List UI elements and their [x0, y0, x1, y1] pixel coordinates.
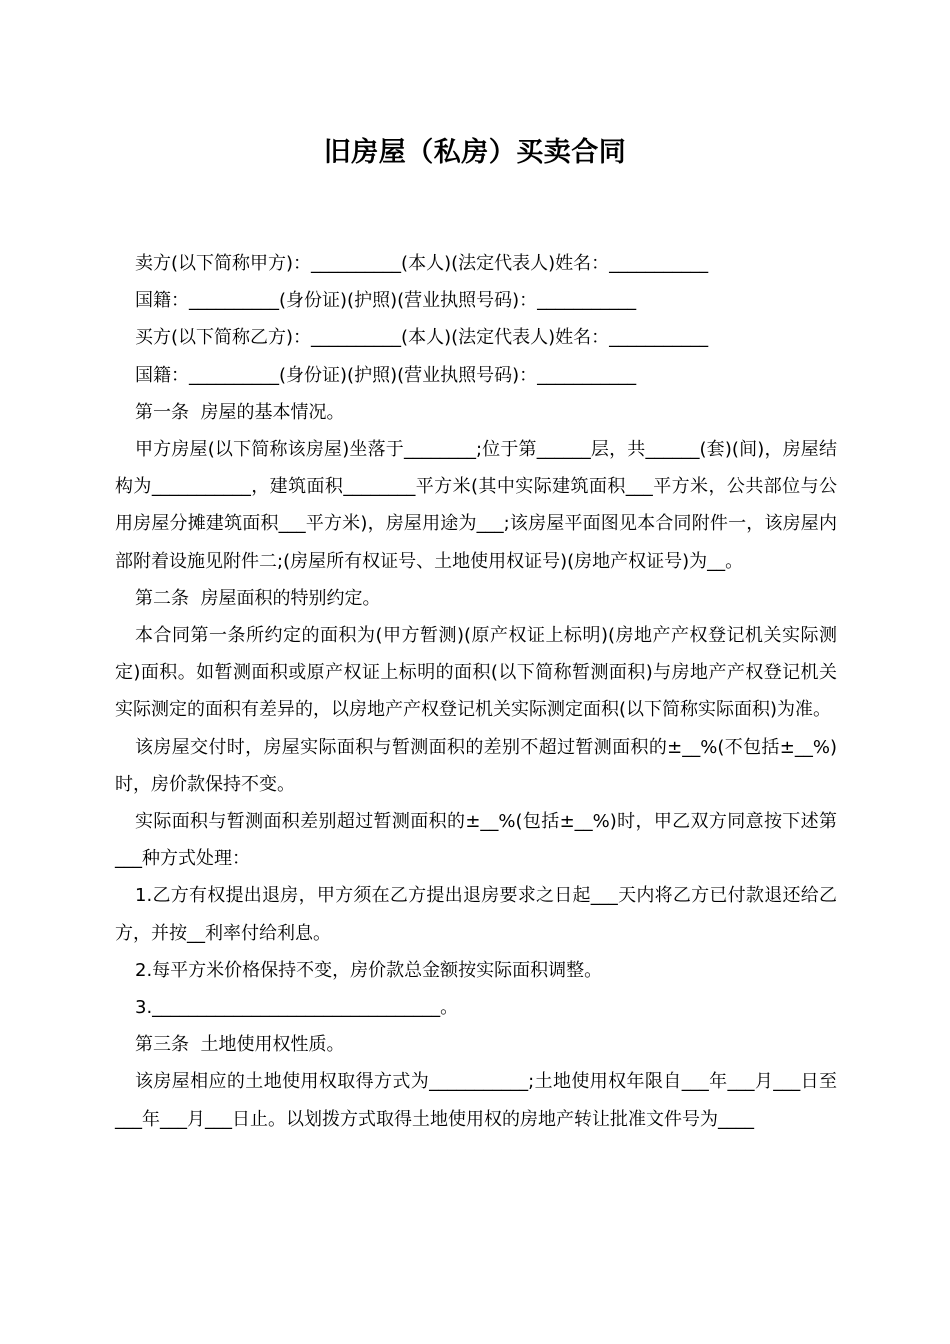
- article-2-heading: 第二条 房屋面积的特别约定。: [135, 587, 381, 609]
- article-3-text: 该房屋相应的土地使用权取得方式为___________;土地使用权年限自___年___月___日至___年___月___日止。以划拨方式取得土地使用权的房地产转让批准文件号为____: [115, 1071, 837, 1130]
- seller-name-line: 卖方(以下简称甲方)：__________(本人)(法定代表人)姓名：___________: [135, 253, 709, 274]
- buyer-nationality-line: 国籍：__________(身份证)(护照)(营业执照号码)：___________: [135, 364, 637, 386]
- option-1: 1.乙方有权提出退房，甲方须在乙方提出退房要求之日起___天内将乙方已付款退还给乙方，并按__利率付给利息。: [115, 885, 837, 944]
- article-3-heading: 第三条 土地使用权性质。: [135, 1034, 345, 1056]
- buyer-name-line: 买方(以下简称乙方)：__________(本人)(法定代表人)姓名：___________: [135, 327, 709, 349]
- article-2-text-1: 本合同第一条所约定的面积为(甲方暂测)(原产权证上标明)(房地产产权登记机关实际测定)面积。如暂测面积或原产权证上标明的面积(以下简称暂测面积)与房地产产权登记机关实际测定的面积有差异的，以房地产产权登记机关实际测定面积(以下简称实际面积)为准。: [115, 625, 837, 721]
- seller-nationality-line: 国籍：__________(身份证)(护照)(营业执照号码)：___________: [135, 290, 637, 312]
- article-2-text-3: 实际面积与暂测面积差别超过暂测面积的±__%(包括±__%)时，甲乙双方同意按下述第___种方式处理：: [115, 811, 837, 870]
- document-title: 旧房屋（私房）买卖合同: [323, 137, 627, 168]
- option-2: 2.每平方米价格保持不变，房价款总金额按实际面积调整。: [135, 959, 603, 981]
- document-body: [115, 245, 837, 1138]
- article-2-text-2: 该房屋交付时，房屋实际面积与暂测面积的差别不超过暂测面积的±__%(不包括±__%)时，房价款保持不变。: [115, 736, 837, 795]
- article-1-text: 甲方房屋(以下简称该房屋)坐落于________;位于第______层，共______(套)(间)，房屋结构为___________，建筑面积________平方米(其中实际建筑面积___平方米，公共部位与公用房屋分摊建筑面积___平方米)，房屋用途为___;该房屋平面图见本合同附件一，该房屋内部附着设施见附件二;(房屋所有权证号、土地使用权证号)(房地产权证号)为__。: [115, 439, 837, 572]
- option-3: 3.________________________________。: [135, 997, 459, 1019]
- article-1-heading: 第一条 房屋的基本情况。: [135, 401, 345, 423]
